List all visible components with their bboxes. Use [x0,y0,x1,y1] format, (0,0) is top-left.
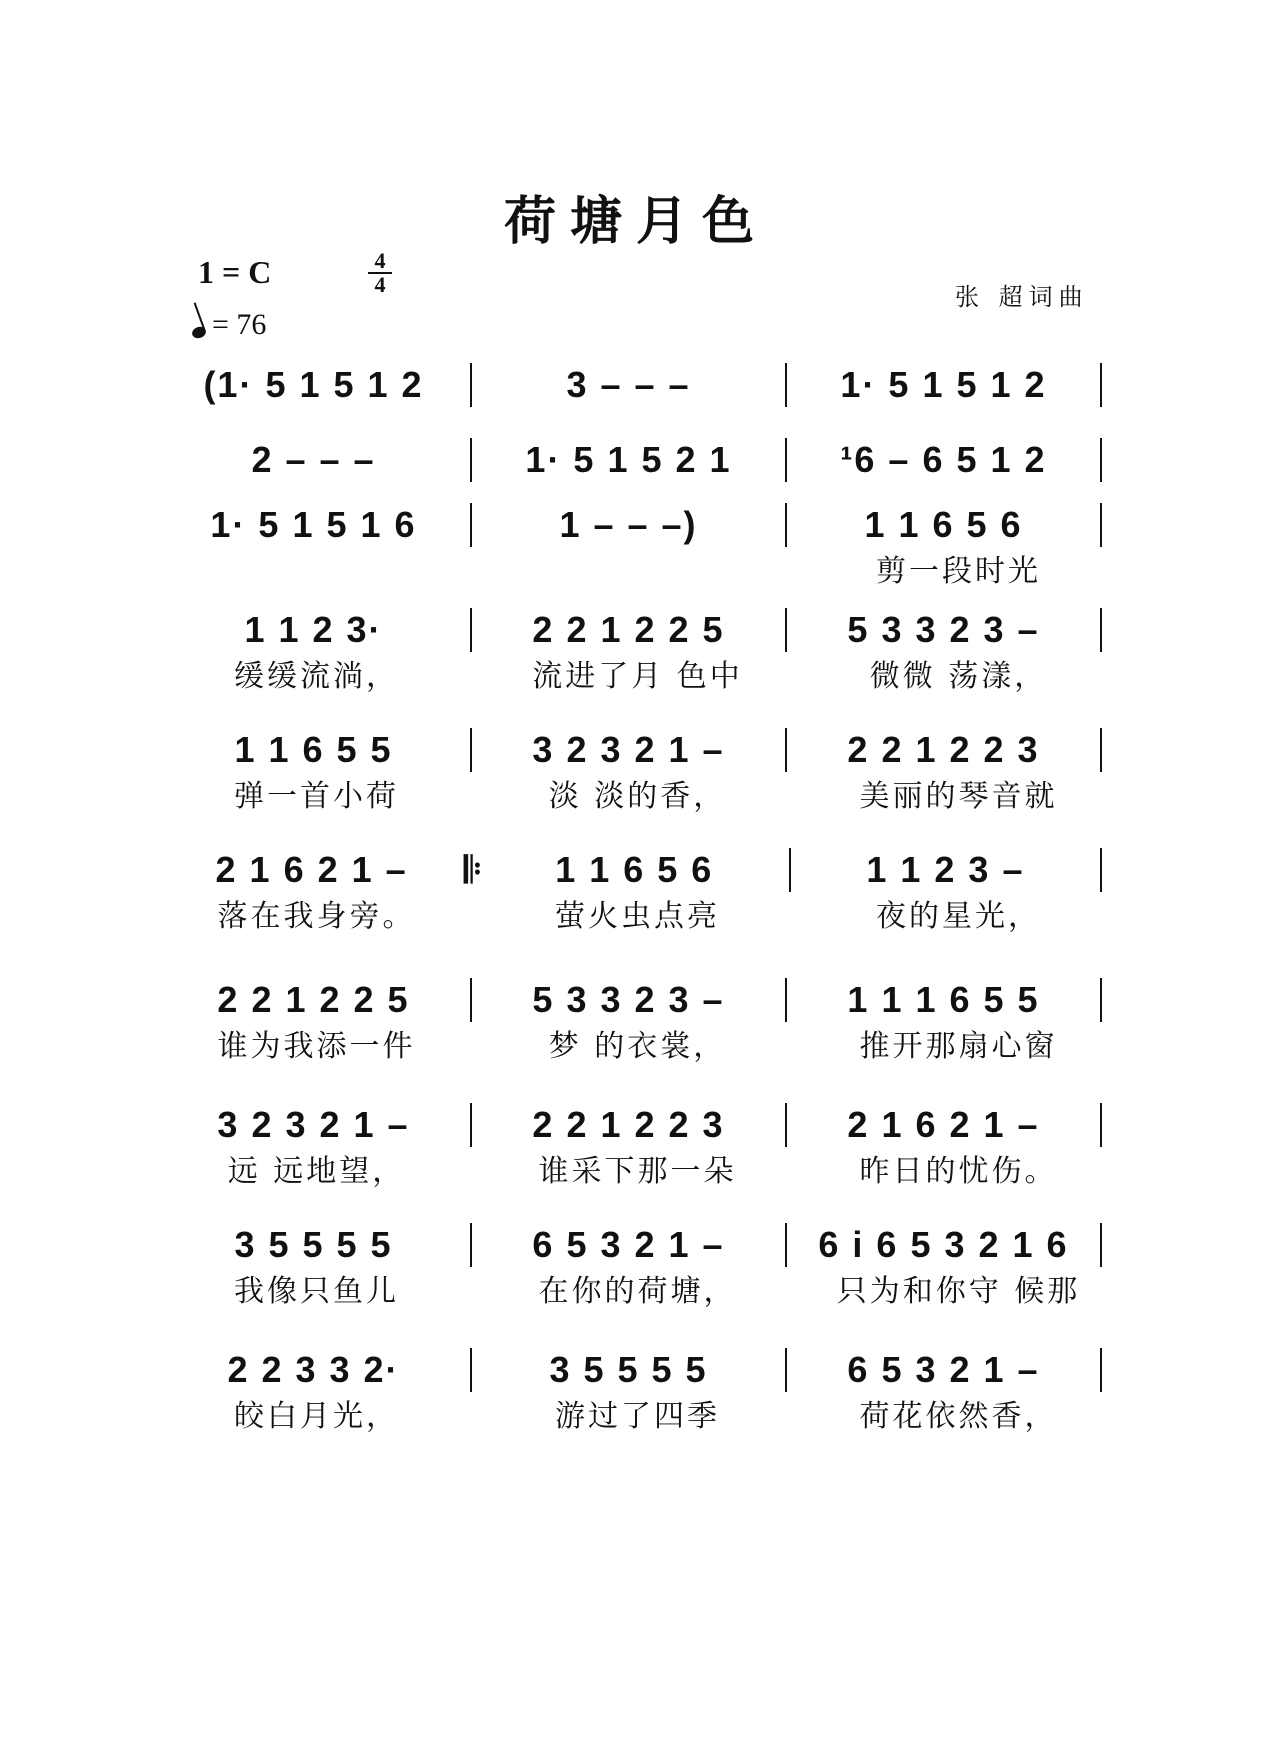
lyrics: 落在我身旁。 [217,899,416,934]
barline [470,728,472,772]
barline [1100,608,1102,652]
measure: 3 2 3 2 1 – [217,1104,410,1145]
barline [1100,363,1102,407]
measure: 1· 5 1 5 1 2 [840,364,1047,405]
measure: 2 2 1 2 2 3 [532,1104,725,1145]
measure: 1 1 6 5 5 [234,729,393,770]
notation-line [165,500,1110,594]
lyrics: 梦 的衣裳， [548,1029,727,1064]
lyrics: 流进了月 色中 [532,659,743,694]
tempo-value: = 76 [212,308,267,341]
lyrics: 淡 淡的香， [548,779,727,814]
quarter-note-icon [191,325,208,340]
lyrics: 推开那扇心窗 [859,1029,1058,1064]
measure: 1· 5 1 5 2 1 [525,439,732,480]
measure: 3 – – – [566,364,691,405]
lyrics: 缓缓流淌， [234,659,399,694]
notation-line [165,1100,1110,1194]
lyrics: 弹一首小荷 [234,779,399,814]
lyrics: 昨日的忧伤。 [859,1154,1058,1189]
barline [1100,438,1102,482]
measure: 6 5 3 2 1 – [532,1224,725,1265]
barline [1100,503,1102,547]
barline [1100,978,1102,1022]
key-signature: 1 = C [198,254,272,290]
lyrics: 谁采下那一朵 [538,1154,737,1189]
measure: 1 1 1 6 5 5 [847,979,1040,1020]
barline [1100,1223,1102,1267]
measure: 2 2 3 3 2· [227,1349,400,1390]
barline [785,363,787,407]
measure: (1· 5 1 5 1 2 [203,364,424,405]
composer-credit: 张 超词曲 [955,283,1089,311]
measure: 2 2 1 2 2 3 [847,729,1040,770]
song-title: 荷塘月色 [503,192,768,252]
barline [1100,728,1102,772]
barline [785,503,787,547]
tempo-marking [192,308,266,342]
lyrics: 我像只鱼儿 [234,1274,399,1309]
notation-line [165,1345,1110,1439]
lyrics: 荷花依然香， [859,1399,1058,1434]
measure: 1· 5 1 5 1 6 [210,504,417,545]
lyrics: 远 远地望， [227,1154,406,1189]
measure: 1 1 2 3 – [866,849,1025,890]
notation-line [165,975,1110,1069]
time-signature-bottom: 4 [374,272,386,297]
barline [470,363,472,407]
measure: 2 2 1 2 2 5 [532,609,725,650]
barline [785,608,787,652]
measure: 3 5 5 5 5 [234,1224,393,1265]
repeat-start-sign: 𝄆 [464,849,482,890]
time-signature-top: 4 [374,248,386,273]
lyrics: 谁为我添一件 [217,1029,416,1064]
barline [785,728,787,772]
measure: 1 1 2 3· [244,609,383,650]
barline [1100,1348,1102,1392]
measure: 2 – – – [251,439,376,480]
barline [785,1348,787,1392]
barline [470,978,472,1022]
lyrics: 剪一段时光 [876,554,1041,589]
lyrics: 游过了四季 [555,1399,720,1434]
barline [785,1103,787,1147]
lyrics: 夜的星光， [876,899,1041,934]
barline [1100,848,1102,892]
notation-line [165,605,1110,699]
measure: 6 5 3 2 1 – [847,1349,1040,1390]
barline [785,978,787,1022]
measure: 2 2 1 2 2 5 [217,979,410,1020]
barline [785,1223,787,1267]
measure: 1 1 6 5 6 [864,504,1023,545]
barline [470,1103,472,1147]
barline [785,438,787,482]
lyrics: 微微 荡漾， [869,659,1048,694]
measure: 2 1 6 2 1 – [847,1104,1040,1145]
barline [1100,1103,1102,1147]
notation-line [165,725,1110,819]
notation-line [165,845,1110,939]
time-signature [368,250,392,296]
barline [470,1223,472,1267]
barline [470,438,472,482]
lyrics: 萤火虫点亮 [555,899,720,934]
lyrics: 在你的荷塘， [538,1274,737,1309]
measure: 6 i 6 5 3 2 1 6 [818,1224,1069,1265]
barline [789,848,791,892]
lyrics: 只为和你守 候那 [836,1274,1081,1309]
measure: 5 3 3 2 3 – [847,609,1040,650]
measure: 3 2 3 2 1 – [532,729,725,770]
measure: 5 3 3 2 3 – [532,979,725,1020]
barline [470,1348,472,1392]
barline [470,608,472,652]
measure: ¹6 – 6 5 1 2 [840,439,1047,480]
barline [470,503,472,547]
lyrics: 美丽的琴音就 [859,779,1058,814]
measure: 3 5 5 5 5 [549,1349,708,1390]
measure: 1 1 6 5 6 [555,849,714,890]
notation-line [165,1220,1110,1314]
measure: 1 – – –) [559,504,698,545]
lyrics: 皎白月光， [234,1399,399,1434]
measure: 2 1 6 2 1 – [215,849,408,890]
